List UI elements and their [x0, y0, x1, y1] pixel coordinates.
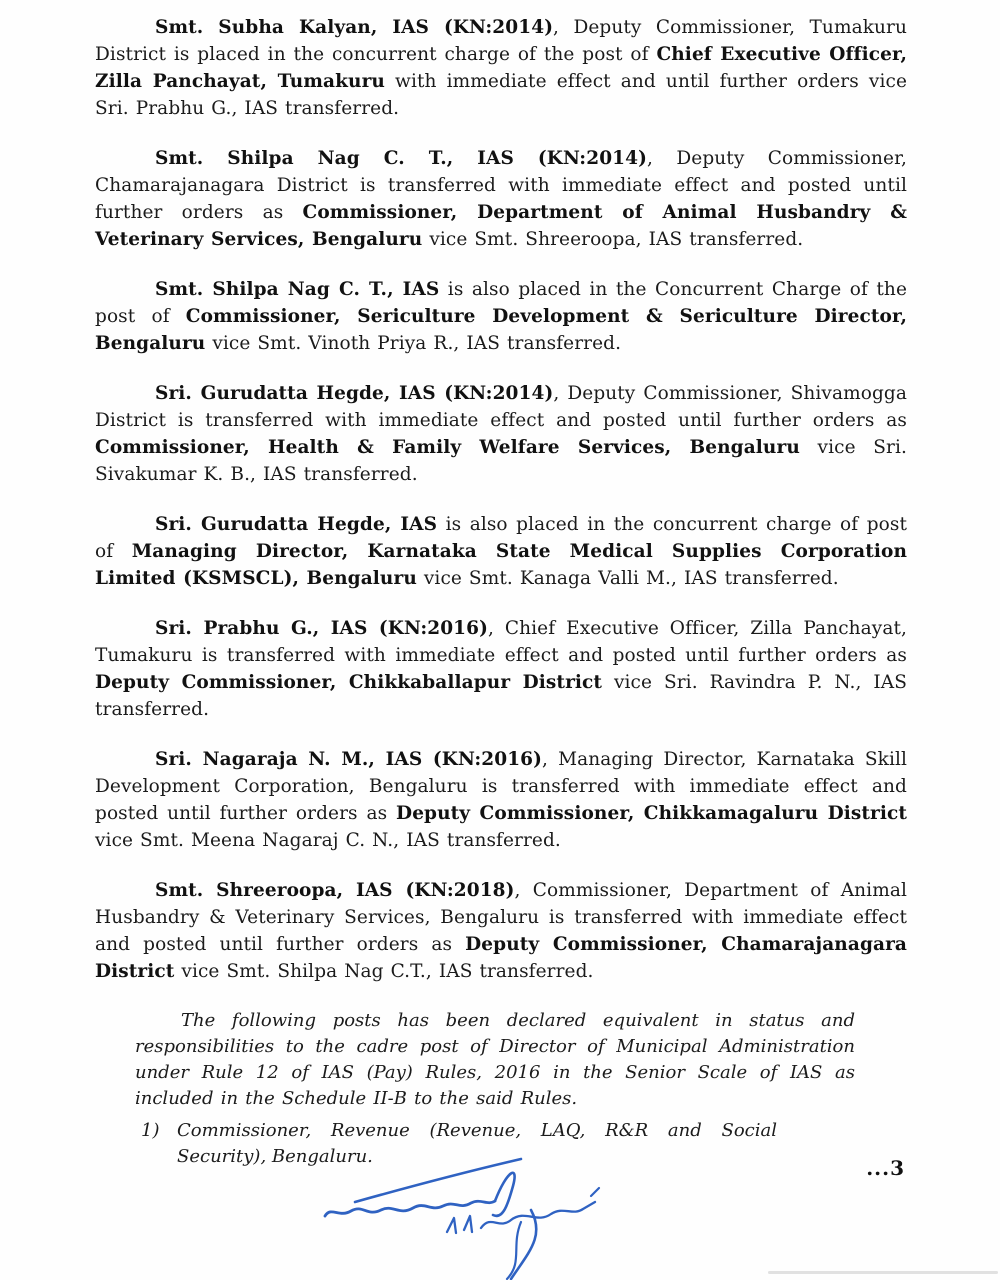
signature-block	[295, 1152, 635, 1280]
text-run-bold: Sri. Gurudatta Hegde, IAS (KN:2014)	[155, 383, 554, 404]
text-run-bold: Smt. Subha Kalyan, IAS (KN:2014)	[155, 17, 554, 38]
text-run-bold: Commissioner, Department of Animal Husbandry & Veterinary Services, Bengaluru	[95, 202, 907, 250]
text-run: , Deputy Commissioner, Tumakuru District is placed in the concurrent charge of the post of	[95, 17, 907, 65]
text-run-bold: Commissioner, Sericulture Development & Sericulture Director, Bengaluru	[95, 306, 907, 354]
page-number-marker: ...3	[866, 1156, 905, 1180]
text-run: vice Sri. Ravindra P. N., IAS transferred.	[95, 672, 907, 720]
order-paragraph	[95, 615, 907, 723]
text-run-bold: Deputy Commissioner, Chamarajanagara District	[95, 934, 907, 982]
order-paragraph	[95, 145, 907, 253]
text-run: vice Smt. Vinoth Priya R., IAS transferred.	[205, 333, 622, 354]
signature-ink	[295, 1152, 635, 1280]
equivalence-note: The following posts has been declared equivalent in status and responsibilities to the cadre post of Director of Municipal Administration under Rule 12 of IAS (Pay) Rules, 2016 in the Senior Scale of IAS as included in the Schedule II-B to the said Rules.	[135, 1010, 855, 1109]
text-run-bold: Deputy Commissioner, Chikkaballapur District	[95, 672, 603, 693]
text-run: vice Smt. Meena Nagaraj C. N., IAS transferred.	[95, 830, 561, 851]
text-run: vice Smt. Shreeroopa, IAS transferred.	[422, 229, 804, 250]
list-item-marker: 1)	[141, 1120, 160, 1141]
text-run: is also placed in the Concurrent Charge of the post of	[95, 279, 907, 327]
text-run: , Commissioner, Department of Animal Husbandry & Veterinary Services, Bengaluru is transferred with immediate effect and posted until further orders as	[95, 880, 907, 955]
scan-artifact-line	[768, 1271, 998, 1274]
text-run: vice Smt. Shilpa Nag C.T., IAS transferred.	[174, 961, 594, 982]
list-item-text: Commissioner, Revenue (Revenue, LAQ, R&R and Social Security), Bengaluru.	[177, 1120, 777, 1167]
order-paragraphs	[95, 14, 907, 985]
text-run: with immediate effect and until further orders vice Sri. Prabhu G., IAS transferred.	[95, 71, 907, 119]
order-paragraph	[95, 380, 907, 488]
text-run: , Managing Director, Karnataka Skill Development Corporation, Bengaluru is transferred with immediate effect and posted until further orders as	[95, 749, 908, 824]
text-run: vice Sri. Sivakumar K. B., IAS transferred.	[95, 437, 907, 485]
order-paragraph	[95, 14, 907, 122]
order-paragraph	[95, 276, 907, 357]
text-run-bold: Commissioner, Health & Family Welfare Services, Bengaluru	[95, 437, 800, 458]
text-run-bold: Sri. Gurudatta Hegde, IAS	[155, 514, 438, 535]
text-run-bold: Smt. Shilpa Nag C. T., IAS	[155, 279, 440, 300]
text-run-bold: Chief Executive Officer, Zilla Panchayat, Tumakuru	[95, 44, 907, 92]
order-paragraph	[95, 511, 907, 592]
text-run: vice Smt. Kanaga Valli M., IAS transferred.	[416, 568, 839, 589]
order-paragraph	[95, 877, 907, 985]
order-paragraph	[95, 746, 907, 854]
text-run: , Deputy Commissioner, Chamarajanagara District is transferred with immediate effect and posted until further orders as	[95, 148, 907, 223]
text-run-bold: Sri. Prabhu G., IAS (KN:2016)	[155, 618, 488, 639]
text-run-bold: Smt. Shreeroopa, IAS (KN:2018)	[155, 880, 515, 901]
text-run: , Chief Executive Officer, Zilla Panchayat, Tumakuru is transferred with immediate effect and posted until further orders as	[95, 618, 908, 666]
text-run-bold: Sri. Nagaraja N. M., IAS (KN:2016)	[155, 749, 542, 770]
document-content	[95, 14, 907, 1170]
text-run: is also placed in the concurrent charge of post of	[95, 514, 908, 562]
text-run-bold: Deputy Commissioner, Chikkamagaluru District	[396, 803, 907, 824]
text-run-bold: Smt. Shilpa Nag C. T., IAS (KN:2014)	[155, 148, 647, 169]
text-run-bold: Managing Director, Karnataka State Medical Supplies Corporation Limited (KSMSCL), Bengaluru	[95, 541, 908, 589]
text-run: , Deputy Commissioner, Shivamogga District is transferred with immediate effect and posted until further orders as	[95, 383, 907, 431]
